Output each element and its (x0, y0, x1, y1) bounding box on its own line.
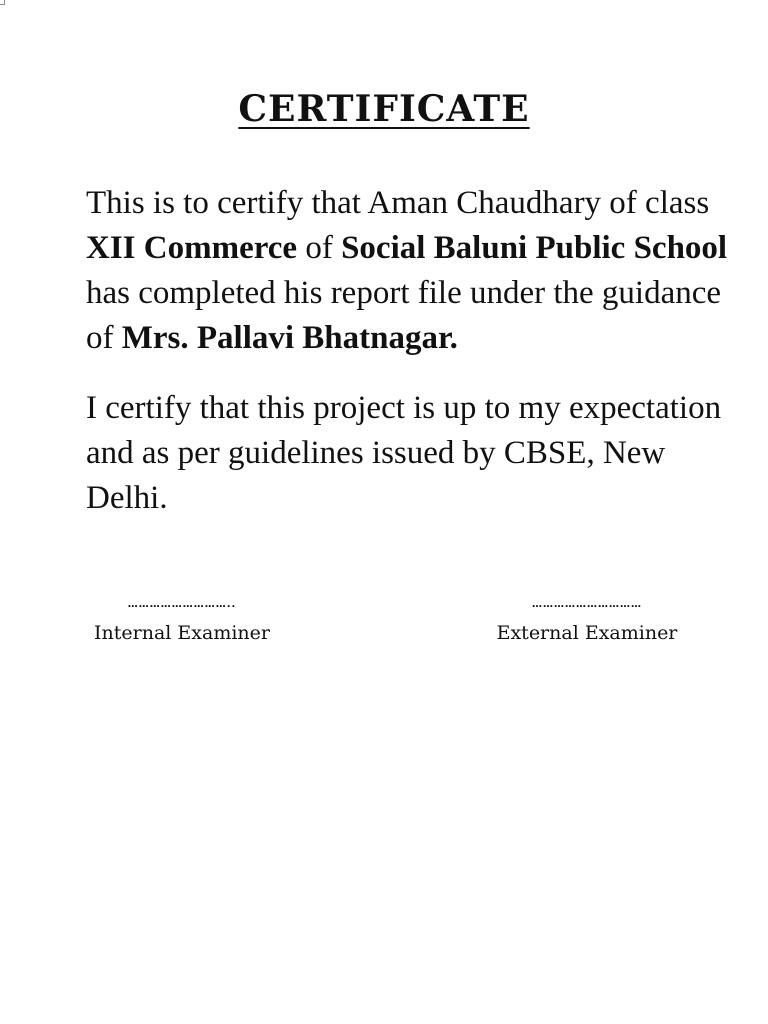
paragraph-text-3: has completed his report file under the guidance of (86, 275, 722, 356)
external-examiner-label: External Examiner (496, 622, 678, 644)
class-name: XII Commerce (86, 230, 298, 266)
certificate-title (0, 88, 768, 130)
internal-signature-line: ……………………….. (127, 599, 237, 610)
internal-examiner-signature (74, 598, 290, 646)
guidelines-paragraph: I certify that this project is up to my expectation and as per guidelines issued by CBSE, New Delhi. (86, 390, 722, 516)
school-name: Social Baluni Public School (341, 230, 728, 266)
certification-paragraph (86, 181, 736, 361)
external-signature-line: ………………………… (532, 599, 642, 610)
certificate-title-text: CERTIFICATE (238, 88, 530, 130)
guide-name: Mrs. Pallavi Bhatnagar. (121, 320, 458, 356)
external-examiner-signature (478, 598, 696, 646)
page-corner-mark (0, 0, 5, 5)
internal-examiner-label: Internal Examiner (94, 622, 270, 644)
paragraph-text-2: of (297, 230, 342, 266)
paragraph-text-1: This is to certify that Aman Chaudhary of class (86, 185, 710, 221)
